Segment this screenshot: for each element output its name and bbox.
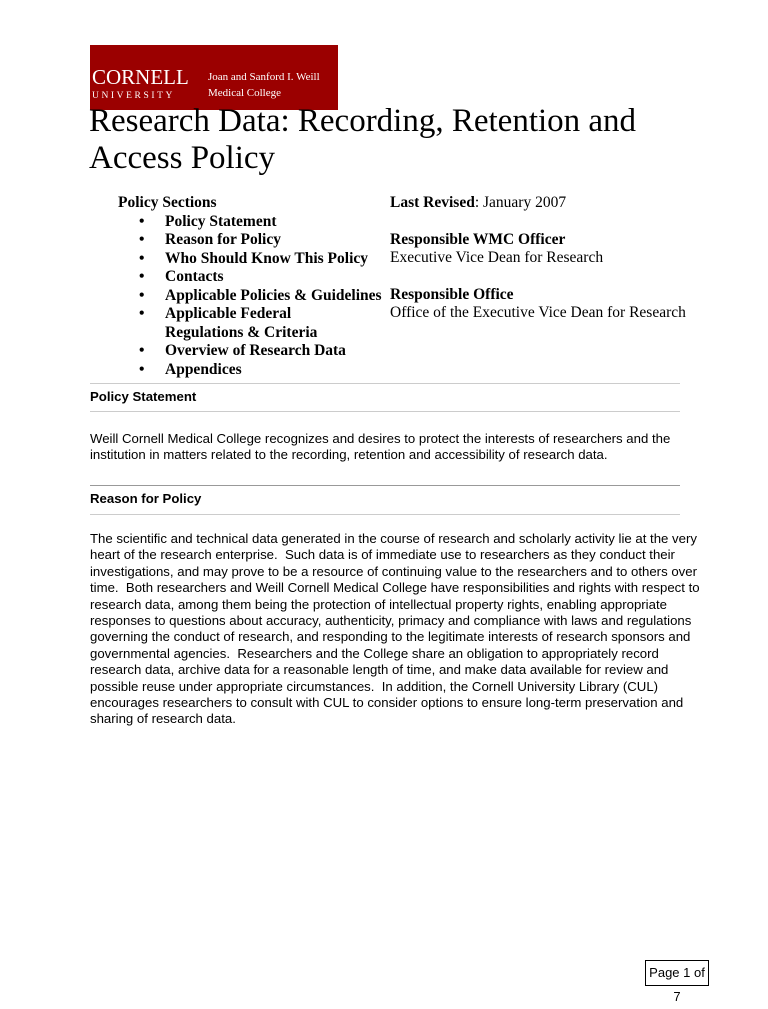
text-line: responses to questions about accuracy, authenticity, primacy and compliance with laws and regulations [90, 613, 692, 629]
section-label: Reason for Policy [165, 231, 281, 248]
cornell-weill-logo [90, 45, 338, 110]
text-line: investigations, and may prove to be a resource of continuing value to the researchers and to others over [90, 563, 697, 579]
section-link[interactable] [139, 249, 382, 269]
policy-meta [390, 194, 686, 341]
text-line: Weill Cornell Medical College recognizes and desires to protect the interests of researchers and the [90, 431, 671, 446]
bullet-icon: • [139, 305, 145, 322]
text-line: heart of the research enterprise. Such data is of immediate use to researchers as they conduct their [90, 547, 675, 563]
bullet-icon: • [139, 360, 145, 378]
reason-text [90, 531, 700, 728]
logo-cornell: CORNELL [92, 65, 189, 89]
officer-value: Executive Vice Dean for Research [390, 249, 604, 266]
section-link[interactable] [139, 231, 382, 250]
revised-value: : January 2007 [474, 194, 567, 211]
logo-university: UNIVERSITY [92, 91, 175, 101]
section-label: Appendices [165, 360, 242, 378]
bullet-icon: • [139, 212, 145, 230]
bullet-icon: • [139, 249, 145, 267]
section-label: Contacts [165, 268, 224, 285]
policy-sections-heading: Policy Sections [118, 194, 217, 211]
section-label: Applicable Policies & Guidelines [165, 286, 382, 304]
revised-label: Last Revised [390, 194, 475, 211]
section-link[interactable] [139, 212, 382, 232]
reason-heading: Reason for Policy [90, 491, 202, 506]
text-line: sharing of research data. [90, 711, 236, 727]
officer-label: Responsible WMC Officer [390, 230, 566, 248]
section-label: Who Should Know This Policy [165, 249, 369, 267]
text-line: time. Both researchers and Weill Cornell Medical College have responsibilities and rights with respect to [90, 580, 700, 596]
policy-sections-list [118, 213, 382, 380]
page-number: Page 1 of 7 [645, 960, 709, 986]
section-link[interactable] [139, 268, 382, 287]
section-label: Applicable Federal Regulations & Criteria [165, 305, 318, 341]
text-line: governing the conduct of research, and responding to the legitimate interests of research sponsors and [90, 629, 691, 645]
text-line: possible reuse under appropriate circumstances. In addition, the Cornell University Library (CUL) [90, 678, 659, 694]
logo-medical-college: Medical College [208, 87, 282, 99]
divider [90, 383, 680, 384]
bullet-icon: • [139, 342, 145, 359]
office-value: Office of the Executive Vice Dean for Research [390, 304, 686, 321]
bullet-icon: • [139, 231, 145, 248]
bullet-icon: • [139, 286, 145, 304]
section-link[interactable] [139, 286, 382, 306]
text-line: governmental agencies. Researchers and the College share an obligation to appropriately record [90, 645, 659, 661]
text-line: research data, among them being the protection of intellectual property rights, enabling appropriate [90, 596, 667, 612]
policy-statement-text [90, 431, 670, 464]
section-link[interactable] [139, 305, 382, 342]
page-title: Research Data: Recording, Retention and Access Policy [89, 103, 637, 176]
policy-statement-heading: Policy Statement [90, 389, 197, 404]
text-line: The scientific and technical data generated in the course of research and scholarly activity lie at the very [90, 531, 697, 546]
section-label: Overview of Research Data [165, 342, 346, 359]
policy-sections [118, 194, 382, 379]
divider [90, 514, 680, 515]
divider [90, 411, 680, 412]
section-link[interactable] [139, 342, 382, 361]
section-label: Policy Statement [165, 212, 277, 230]
text-line: research data, archive data for a reasonable length of time, and make data available for review and [90, 662, 669, 678]
bullet-icon: • [139, 268, 145, 285]
section-link[interactable] [139, 360, 382, 380]
text-line: institution in matters related to the recording, retention and accessibility of research data. [90, 447, 608, 463]
text-line: encourages researchers to consult with CUL to consider options to ensure long-term preservation and [90, 695, 684, 711]
divider [90, 485, 680, 486]
logo-weill: Joan and Sanford I. Weill [208, 71, 320, 83]
office-label: Responsible Office [390, 285, 514, 303]
